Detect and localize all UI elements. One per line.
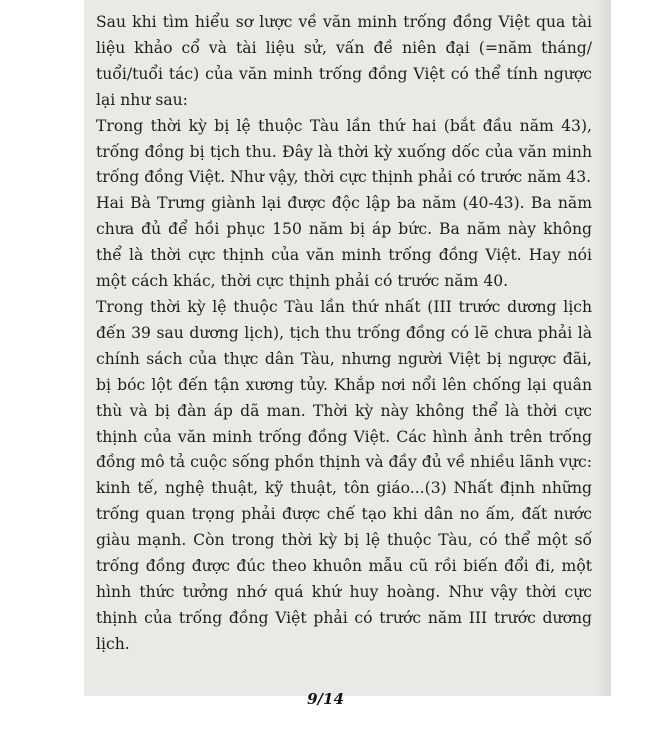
paragraph-3: Hai Bà Trưng giành lại được độc lập ba năm (40-43). Ba năm chưa đủ để hồi phục 150 năm bị áp bức. Ba năm này không thể là thời cực thịnh của văn minh trống đồng Việt. Hay nói một cách khác, thời cực thịnh phải có trước năm 40. (96, 194, 592, 291)
page-body (96, 10, 592, 658)
paragraph-2: Trong thời kỳ bị lệ thuộc Tàu lần thứ hai (bắt đầu năm 43), trống đồng bị tịch thu. Đây là thời kỳ xuống dốc của văn minh trống đồng Việt. Như vậy, thời cực thịnh phải có trước năm 43. (96, 116, 592, 187)
paragraph-4: Trong thời kỳ lệ thuộc Tàu lần thứ nhất (III trước dương lịch đến 39 sau dương lịch), tịch thu trống đồng có lẽ chưa phải là chính sách của thực dân Tàu, nhưng người Việt bị ngược đãi, bị bóc lột đến tận xương tủy. Khắp nơi nổi lên chống lại quân thù và bị đàn áp dã man. Thời kỳ này không thể là thời cực thịnh của văn minh trống đồng Việt. Các hình ảnh trên trống đồng mô tả cuộc sống phồn thịnh và đầy đủ về nhiều lãnh vực: kinh tế, nghệ thuật, kỹ thuật, tôn giáo...(3) Nhất định những trống quan trọng phải được chế tạo khi dân no ấm, đất nước giàu mạnh. Còn trong thời kỳ bị lệ thuộc Tàu, có thể một số trống đồng được đúc theo khuôn mẫu cũ rồi biến đổi đi, một hình thức tưởng nhớ quá khứ huy hoàng. Như vậy thời cực thịnh của trống đồng Việt phải có trước năm III trước dương lịch. (96, 297, 592, 653)
page-number: 9/14 (307, 690, 344, 708)
paragraph-1: Sau khi tìm hiểu sơ lược về văn minh trống đồng Việt qua tài liệu khảo cổ và tài liệu sử, vấn đề niên đại (=năm tháng/ tuổi/tuổi tác) của văn minh trống đồng Việt có thể tính ngược lại như sau: (96, 13, 592, 109)
